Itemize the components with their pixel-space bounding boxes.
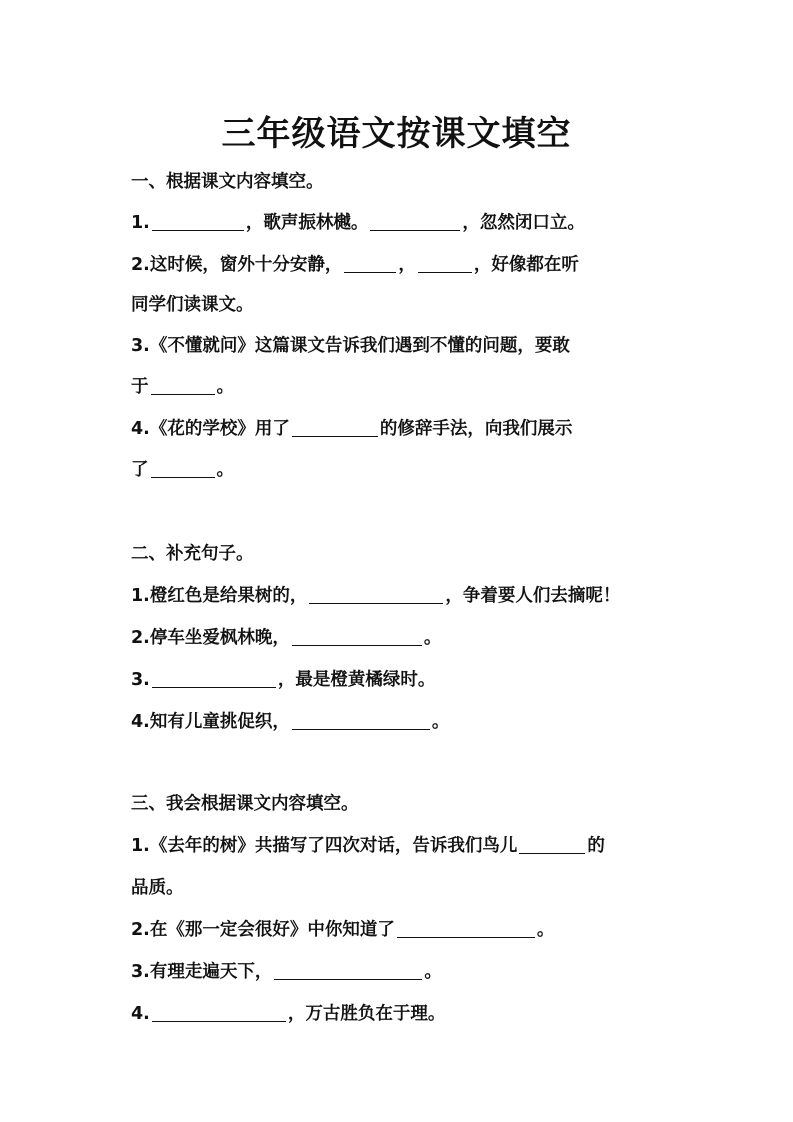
s3-item-1 [131,834,605,858]
section-2-heading: 二、补充句子。 [131,544,254,564]
answer-blank[interactable] [151,459,215,478]
answer-blank[interactable] [152,669,276,688]
answer-blank[interactable] [292,711,430,730]
s2-item-1 [131,584,620,608]
answer-blank[interactable] [519,835,585,854]
s3-item-1-cont: 品质。 [131,878,184,898]
answer-blank[interactable] [397,919,535,938]
text: ，好像都在听 [473,255,579,275]
answer-blank[interactable] [151,376,215,395]
answer-blank[interactable] [152,1003,286,1022]
text: 1.橙红色是给果树的， [131,586,308,606]
s1-item-1 [131,211,585,235]
answer-blank[interactable] [152,212,244,231]
text: 。 [536,920,555,940]
text: 4.知有儿童挑促织， [131,712,290,732]
text: 。 [431,712,450,732]
text: 2.在《那一定会很好》中你知道了 [131,920,395,940]
text: 2.这时候，窗外十分安静， [131,255,343,275]
answer-blank[interactable] [344,254,396,273]
text: 于 [131,377,149,397]
text: 3.《不懂就问》这篇课文告诉我们遇到不懂的问题，要敢 [131,336,570,356]
answer-blank[interactable] [418,254,472,273]
text: 3. [131,670,150,690]
text: 。 [423,628,442,648]
answer-blank[interactable] [370,212,460,231]
text: ，忽然闭口立。 [462,213,585,233]
s3-item-2 [131,918,554,942]
text: ，最是橙黄橘绿时。 [277,670,436,690]
s3-item-4 [131,1002,445,1026]
text: 4. [131,1004,150,1024]
s1-item-3 [131,334,570,358]
section-3-heading: 三、我会根据课文内容填空。 [131,794,359,814]
s1-item-2-cont: 同学们读课文。 [131,295,254,315]
s1-item-4-cont [131,458,234,482]
s2-item-3 [131,668,435,692]
answer-blank[interactable] [309,585,443,604]
text: ，争着要人们去摘呢！ [445,586,621,606]
answer-blank[interactable] [292,627,422,646]
text: 。 [424,962,442,982]
text: 3.有理走遍天下， [131,962,273,982]
text: 的 [587,836,605,856]
text: 的修辞手法，向我们展示 [379,419,573,439]
text: 2.停车坐爱枫林晚， [131,628,290,648]
text: 。 [216,460,234,480]
s1-item-3-cont [131,375,234,399]
answer-blank[interactable] [274,961,422,980]
s3-item-3 [131,960,442,984]
text: 1.《去年的树》共描写了四次对话，告诉我们鸟儿 [131,836,518,856]
s1-item-2 [131,253,579,277]
text: 1. [131,213,150,233]
answer-blank[interactable] [292,418,378,437]
text: ，歌声振林樾。 [245,213,369,233]
s2-item-4 [131,710,449,734]
s1-item-4 [131,417,572,441]
page-title: 三年级语文按课文填空 [221,114,572,154]
text: ，万古胜负在于理。 [287,1004,446,1024]
text: 4.《花的学校》用了 [131,419,290,439]
s2-item-2 [131,626,441,650]
text: ， [398,255,416,275]
section-1-heading: 一、根据课文内容填空。 [131,172,324,192]
text: 。 [216,377,234,397]
text: 了 [131,460,149,480]
